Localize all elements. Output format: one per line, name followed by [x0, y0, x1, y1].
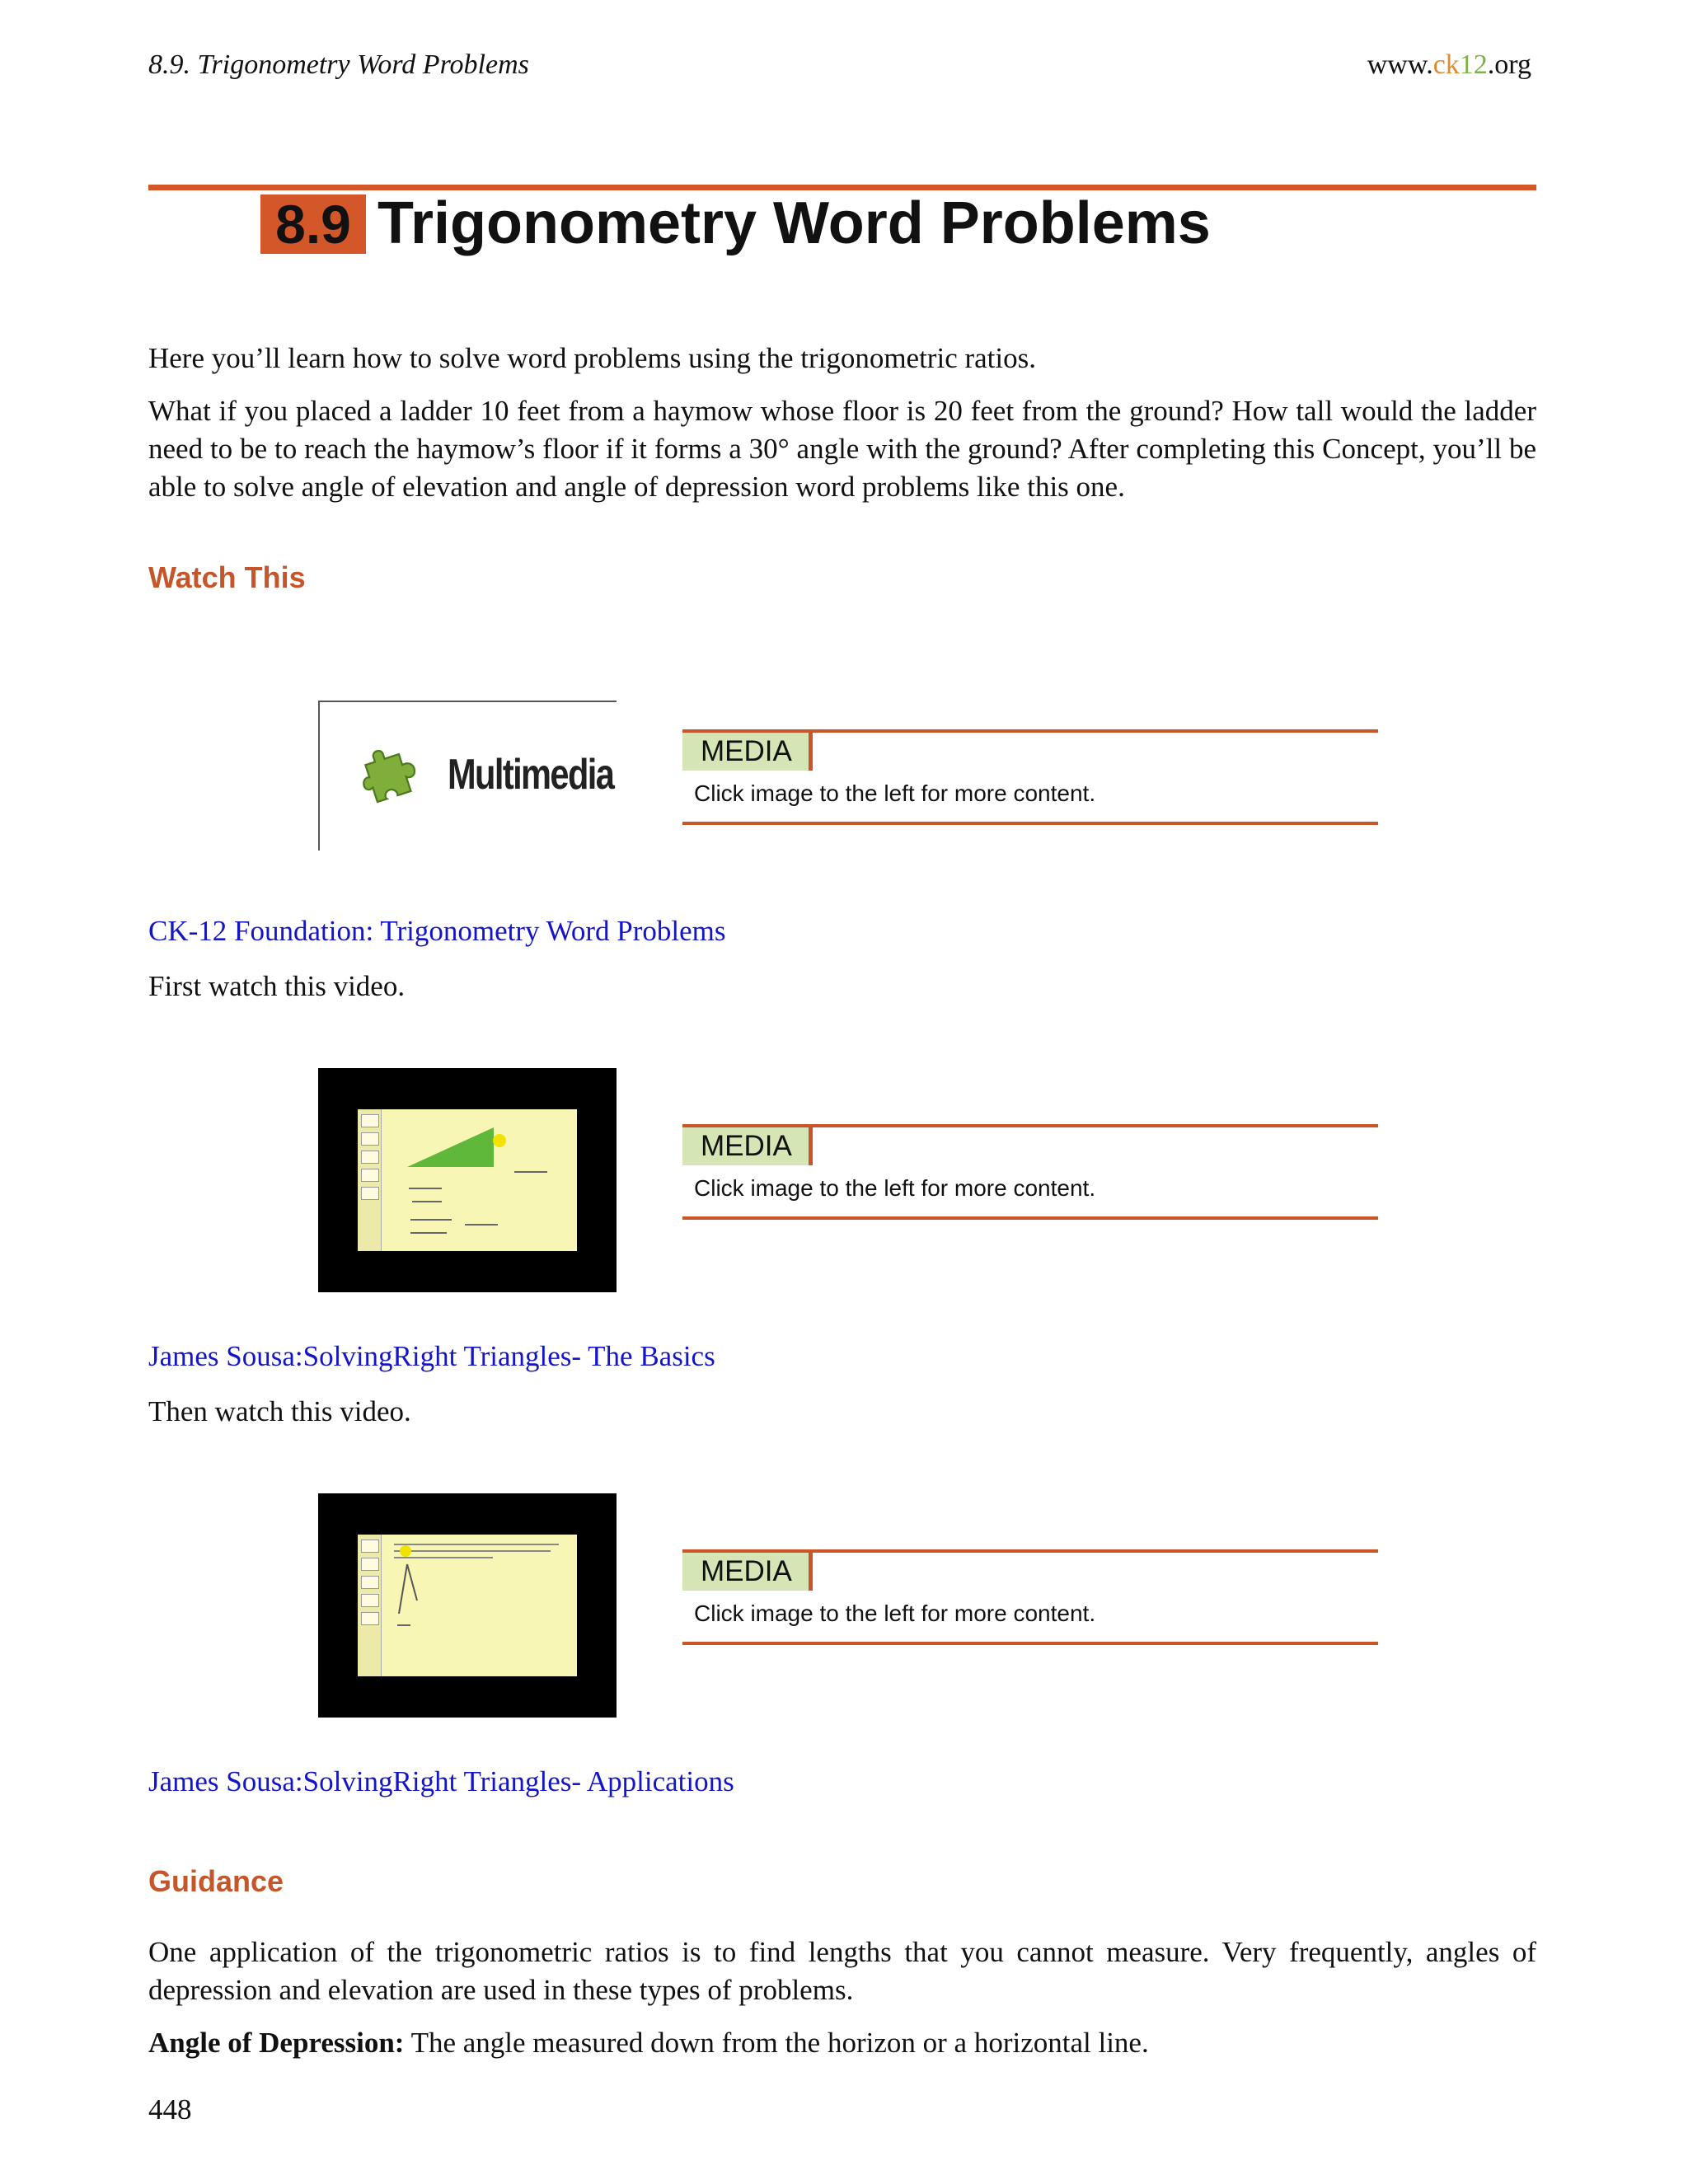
triangle-sketch-icon: [358, 1109, 577, 1251]
intro-paragraph-1: Here you’ll learn how to solve word problems using the trigonometric ratios.: [148, 342, 1036, 374]
site-url-ck: ck: [1432, 49, 1460, 80]
site-url[interactable]: [1367, 49, 1531, 81]
media-box-2: [682, 1124, 1378, 1220]
intro-paragraph-2: What if you placed a ladder 10 feet from a haymow whose floor is 20 feet from the ground? How tall would the ladder need to be to reach the haymow’s floor if it forms a 30° angle with the ground? After completing this Concept, you’ll be able to solve angle of elevation and angle of depression word problems like this one.: [148, 395, 1536, 503]
puzzle-piece-icon: [361, 743, 424, 806]
media-box-bottom-rule: [682, 1216, 1378, 1220]
guidance-heading: Guidance: [148, 1864, 284, 1898]
video-screen: [358, 1535, 577, 1676]
media-caption: Click image to the left for more content.: [694, 1175, 1096, 1201]
link-sousa-basics[interactable]: James Sousa:SolvingRight Triangles- The Basics: [148, 1340, 715, 1372]
guidance-paragraph-1: One application of the trigonometric ratios is to find lengths that you cannot measure. Very frequently, angles of depression and elevation are used in these types of problems.: [148, 1936, 1536, 2006]
definition-term: Angle of Depression:: [148, 2027, 405, 2059]
page-number: 448: [148, 2093, 192, 2125]
media-box-bottom-rule: [682, 1642, 1378, 1645]
problem-sketch-icon: [358, 1535, 577, 1676]
site-url-num: 12: [1459, 49, 1488, 80]
link-sousa-applications[interactable]: James Sousa:SolvingRight Triangles- Applications: [148, 1765, 734, 1797]
running-header-section: 8.9. Trigonometry Word Problems: [148, 49, 529, 80]
media-box-3: [682, 1549, 1378, 1645]
media-tag: MEDIA: [682, 733, 813, 771]
definition-text: The angle measured down from the horizon or a horizontal line.: [404, 2027, 1149, 2059]
multimedia-label: Multimedia: [448, 751, 614, 799]
running-header: [148, 49, 1540, 91]
media-tag: MEDIA: [682, 1127, 813, 1165]
site-url-prefix: www.: [1367, 49, 1433, 80]
watch-note-1: First watch this video.: [148, 970, 406, 1002]
media-box-bottom-rule: [682, 822, 1378, 825]
video-screen: [358, 1109, 577, 1251]
section-number-badge: 8.9: [260, 194, 366, 254]
media-tag: MEDIA: [682, 1553, 813, 1591]
watch-this-heading: Watch This: [148, 560, 306, 594]
watch-note-2: Then watch this video.: [148, 1395, 411, 1427]
site-url-suffix: .org: [1487, 49, 1531, 80]
definition-angle-of-depression: [148, 2024, 1536, 2062]
media-caption: Click image to the left for more content.: [694, 1601, 1096, 1626]
link-ck12-trig-word-problems[interactable]: CK-12 Foundation: Trigonometry Word Problems: [148, 915, 726, 947]
media-caption: Click image to the left for more content.: [694, 780, 1096, 806]
media-box-1: [682, 729, 1378, 825]
multimedia-thumbnail[interactable]: [318, 701, 617, 851]
video-thumbnail-applications[interactable]: [318, 1493, 617, 1718]
video-thumbnail-basics[interactable]: [318, 1068, 617, 1292]
page-title-text: Trigonometry Word Problems: [377, 190, 1211, 256]
